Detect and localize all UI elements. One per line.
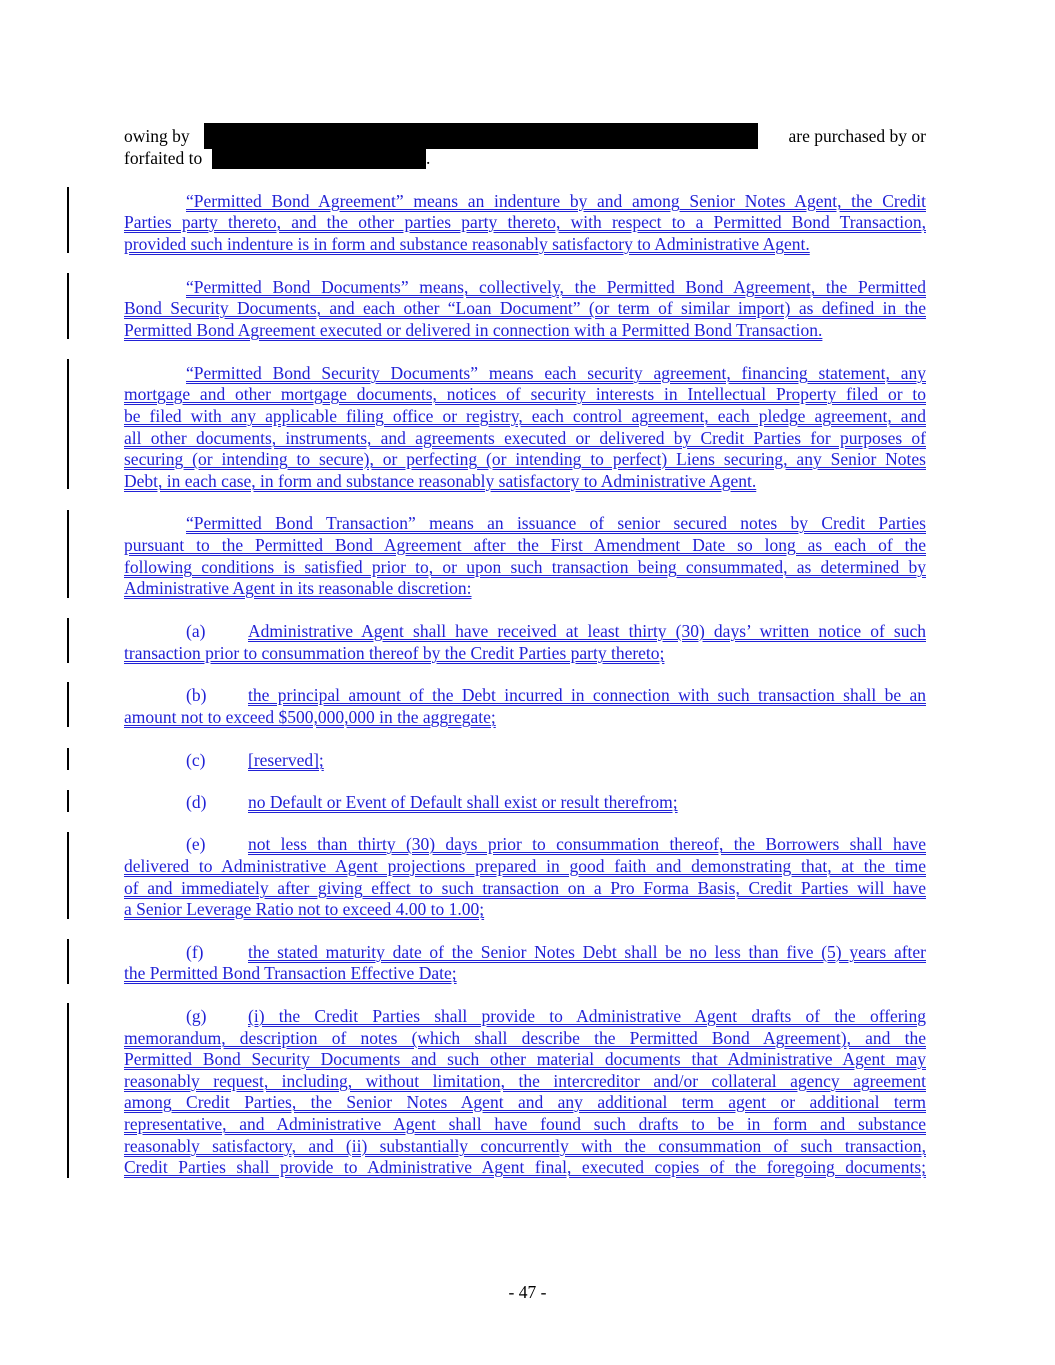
para2-line: Permitted Bond Agreement executed or delivered in connection with a Permitted Bond Transaction. xyxy=(124,320,823,340)
item-f-label: (f) xyxy=(186,942,204,962)
item-d-line: (d) no Default or Event of Default shall exist or result therefrom; xyxy=(186,792,678,812)
item-e-line: of and immediately after giving effect to such transaction on a Pro Forma Basis, Credit Parties will have xyxy=(124,878,926,898)
change-bar xyxy=(67,359,69,489)
change-bar xyxy=(67,832,69,919)
item-b-label: (b) xyxy=(186,685,207,705)
para3-line: securing (or intending to secure), or perfecting (or intending to perfect) Liens securing, any Senior Notes xyxy=(124,449,926,469)
change-bar xyxy=(67,187,69,253)
intro-period: . xyxy=(426,148,431,168)
change-bar xyxy=(67,790,69,812)
change-bar xyxy=(67,273,69,339)
item-a-line: transaction prior to consummation thereof by the Credit Parties party thereto; xyxy=(124,643,665,663)
para3-line: “Permitted Bond Security Documents” means each security agreement, financing statement, any xyxy=(186,363,926,383)
para4-line: pursuant to the Permitted Bond Agreement after the First Amendment Date so long as each of the xyxy=(124,535,926,555)
change-bar xyxy=(67,510,69,598)
item-a-label: (a) xyxy=(186,621,206,641)
redaction-block-2 xyxy=(212,145,426,169)
change-bar xyxy=(67,1003,69,1178)
change-bar xyxy=(67,748,69,770)
item-b-line: amount not to exceed $500,000,000 in the aggregate; xyxy=(124,707,496,727)
item-c-label: (c) xyxy=(186,750,206,770)
item-d-label: (d) xyxy=(186,792,207,812)
para4-line: following conditions is satisfied prior to, or upon such transaction being consummated, as determined by xyxy=(124,557,926,577)
item-g-line: among Credit Parties, the Senior Notes Agent and any additional term agent or additional term xyxy=(124,1092,926,1112)
item-e-line: (e) not less than thirty (30) days prior to consummation thereof, the Borrowers shall have xyxy=(186,834,926,854)
item-g-line: representative, and Administrative Agent shall have found such drafts to be in form and substance xyxy=(124,1114,926,1134)
page-number: - 47 - xyxy=(508,1282,547,1302)
para2-line: Bond Security Documents, and each other “Loan Document” (or term of similar import) as defined in the xyxy=(124,298,926,318)
para3-line: mortgage and other mortgage documents, notices of security interests in Intellectual Property filed or to xyxy=(124,384,926,404)
change-bar xyxy=(67,682,69,727)
change-bar xyxy=(67,618,69,663)
item-f-line: (f) the stated maturity date of the Senior Notes Debt shall be no less than five (5) years after xyxy=(186,942,926,962)
intro-forfaited-to: forfaited to xyxy=(124,148,203,168)
para1-line: “Permitted Bond Agreement” means an indenture by and among Senior Notes Agent, the Credit xyxy=(186,191,926,211)
para3-line: be filed with any applicable filing office or registry, each control agreement, each pledge agreement, and xyxy=(124,406,926,426)
item-e-line: delivered to Administrative Agent projections prepared in good faith and demonstrating that, at the time xyxy=(124,856,926,876)
item-g-label: (g) xyxy=(186,1006,207,1026)
item-e-label: (e) xyxy=(186,834,206,854)
para4-line: “Permitted Bond Transaction” means an issuance of senior secured notes by Credit Parties xyxy=(186,513,926,533)
item-e-line: a Senior Leverage Ratio not to exceed 4.00 to 1.00; xyxy=(124,899,485,919)
para3-line: all other documents, instruments, and agreements executed or delivered by Credit Parties for purposes of xyxy=(124,428,926,448)
para2-line: “Permitted Bond Documents” means, collectively, the Permitted Bond Agreement, the Permitted xyxy=(186,277,926,297)
change-bar xyxy=(67,939,69,984)
para1-line: provided such indenture is in form and substance reasonably satisfactory to Administrative Agent. xyxy=(124,234,810,254)
para1-line: Parties party thereto, and the other parties party thereto, with respect to a Permitted Bond Transaction, xyxy=(124,212,926,232)
item-g-line: (g) (i) the Credit Parties shall provide to Administrative Agent drafts of the offering xyxy=(186,1006,926,1026)
item-a-line: (a) Administrative Agent shall have received at least thirty (30) days’ written notice of such xyxy=(186,621,926,641)
intro-purchased-by: are purchased by or xyxy=(788,126,926,146)
item-f-line: the Permitted Bond Transaction Effective Date; xyxy=(124,963,457,983)
item-g-line: memorandum, description of notes (which shall describe the Permitted Bond Agreement), and the xyxy=(124,1028,926,1048)
item-b-line: (b) the principal amount of the Debt incurred in connection with such transaction shall be an xyxy=(186,685,926,705)
para3-line: Debt, in each case, in form and substance reasonably satisfactory to Administrative Agent. xyxy=(124,471,757,491)
item-c-line: (c) [reserved]; xyxy=(186,750,324,770)
item-g-line: Permitted Bond Security Documents and such other material documents that Administrative Agent may xyxy=(124,1049,926,1069)
intro-owing-by: owing by xyxy=(124,126,190,146)
item-g-line: reasonably request, including, without limitation, the intercreditor and/or collateral agency agreement xyxy=(124,1071,926,1091)
item-g-line: reasonably satisfactory, and (ii) substantially concurrently with the consummation of such transaction, xyxy=(124,1136,926,1156)
item-g-line: Credit Parties shall provide to Administrative Agent final, executed copies of the foregoing documents; xyxy=(124,1157,926,1177)
para4-line: Administrative Agent in its reasonable discretion: xyxy=(124,578,472,598)
